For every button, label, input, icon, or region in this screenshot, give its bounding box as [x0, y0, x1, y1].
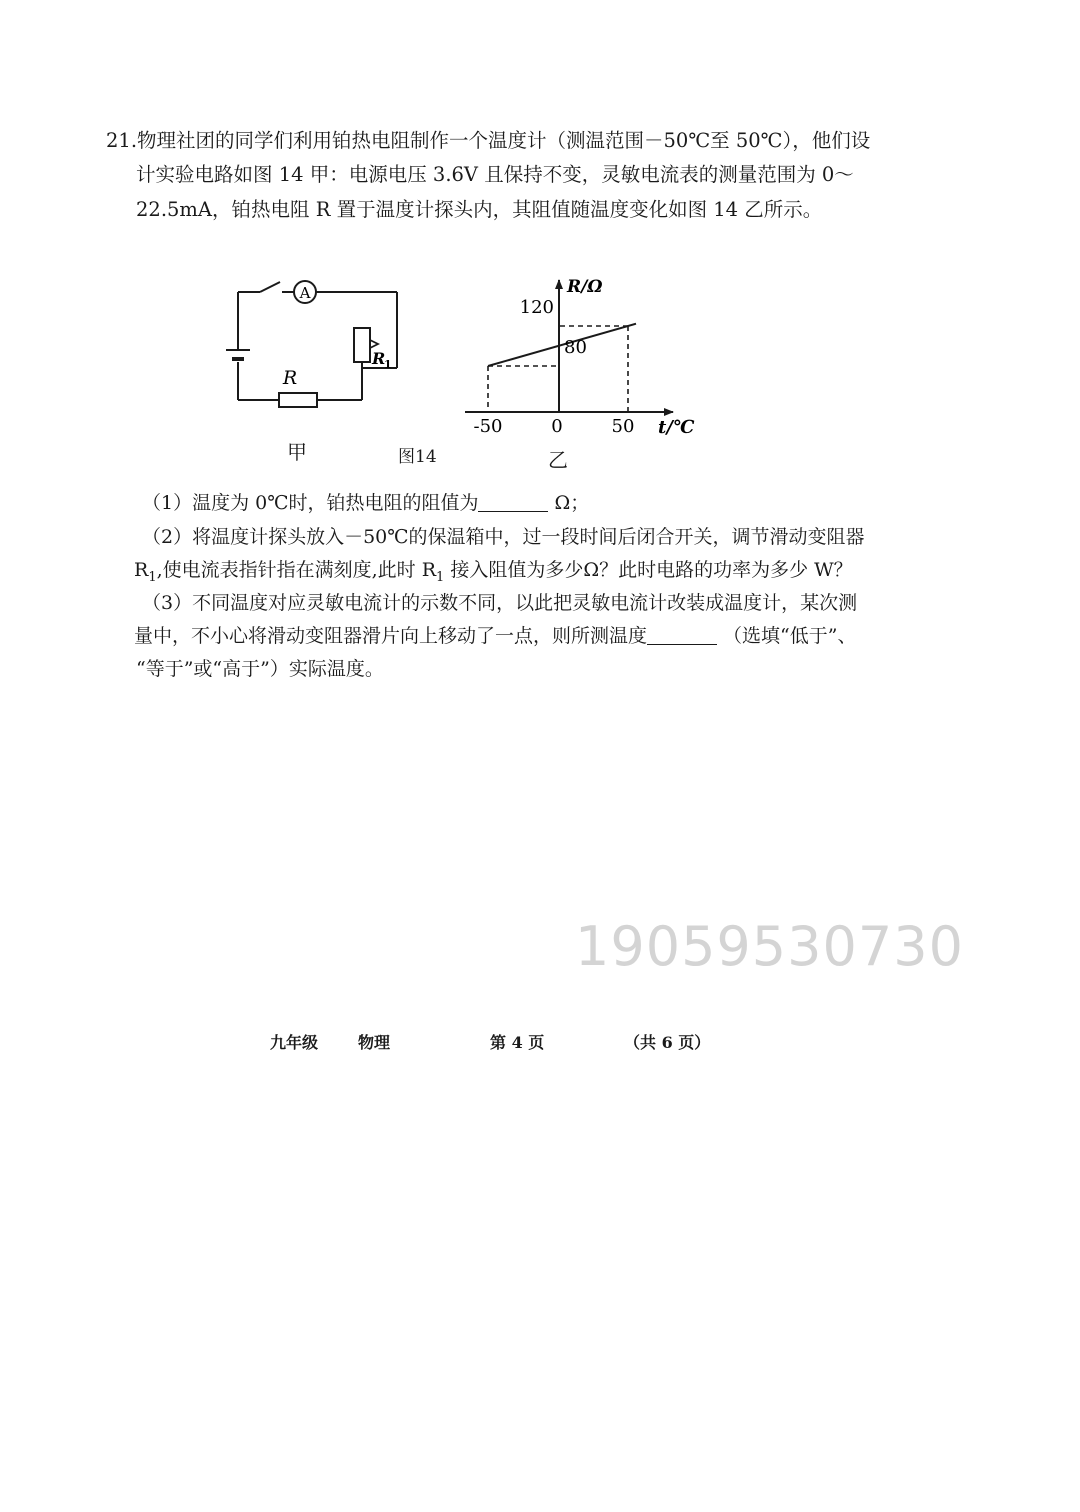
y-axis-label: R/Ω [567, 277, 603, 297]
y-tick-label: 120 [519, 297, 554, 318]
watermark: 19059530730 [575, 915, 964, 978]
subquestion-3-text: 量中，不小心将滑动变阻器滑片向上移动了一点，则所测温度 [134, 625, 648, 647]
subquestion-3-line-1: （3）不同温度对应灵敏电流计的示数不同，以此把灵敏电流计改装成温度计，某次测 [142, 592, 858, 614]
figure-caption-jia: 甲 [287, 440, 307, 464]
footer-grade: 九年级 [270, 1033, 319, 1052]
rheostat-subscript: 1 [384, 358, 392, 371]
answer-blank-1[interactable] [478, 491, 548, 512]
series-line [488, 324, 636, 366]
subscript: 1 [436, 569, 445, 585]
x-tick-label: -50 [473, 416, 503, 437]
footer-total-pages: （共 6 页） [624, 1033, 711, 1052]
x-axis-label: t/℃ [658, 417, 695, 438]
y-tick-label: 80 [564, 337, 587, 358]
subquestion-3-line-3: “等于”或“高于”）实际温度。 [136, 658, 384, 680]
question-stem-line-3: 22.5mA，铂热电阻 R 置于温度计探头内，其阻值随温度变化如图 14 乙所示。 [136, 198, 823, 221]
resistor-label: R [282, 367, 298, 389]
figure-caption: 图14 [398, 447, 437, 467]
subquestion-1-unit: Ω； [548, 492, 590, 514]
subquestion-2-text: ,使电流表指针指在满刻度,此时 R [156, 559, 437, 581]
subquestion-2-line-2 [134, 555, 853, 585]
x-tick-label: 50 [611, 416, 635, 437]
ammeter-label: A [299, 284, 311, 302]
subscript: 1 [148, 569, 157, 585]
question-stem-line-2: 计实验电路如图 14 甲：电源电压 3.6V 且保持不变，灵敏电流表的测量范围为 0～ [136, 163, 854, 186]
subquestion-1 [142, 488, 589, 515]
resistor-body [279, 393, 317, 407]
rheostat-slider-arrow [370, 340, 378, 348]
footer-page-number: 第 4 页 [490, 1033, 545, 1052]
rheostat-label: R [372, 349, 386, 368]
switch [260, 282, 280, 292]
subquestion-3-line-2 [134, 621, 856, 648]
answer-blank-3[interactable] [647, 624, 717, 645]
rheostat-body [354, 328, 370, 362]
figure-caption-yi: 乙 [548, 448, 568, 472]
resistance-temperature-graph [455, 270, 715, 445]
subquestion-3-text: （选填“低于”、 [717, 625, 857, 647]
footer-subject: 物理 [358, 1033, 391, 1052]
subquestion-2-text: R [134, 559, 149, 581]
x-tick-label: 0 [551, 416, 563, 437]
subquestion-2-line-1: （2）将温度计探头放入－50℃的保温箱中，过一段时间后闭合开关，调节滑动变阻器 [142, 526, 865, 548]
circuit-diagram [220, 272, 420, 422]
subquestion-2-text: 接入阻值为多少Ω？此时电路的功率为多少 W？ [444, 559, 853, 581]
subquestion-1-text: （1）温度为 0℃时，铂热电阻的阻值为 [142, 492, 479, 514]
question-stem-line-1: 21.物理社团的同学们利用铂热电阻制作一个温度计（测温范围－50℃至 50℃），他们设 [106, 129, 871, 152]
